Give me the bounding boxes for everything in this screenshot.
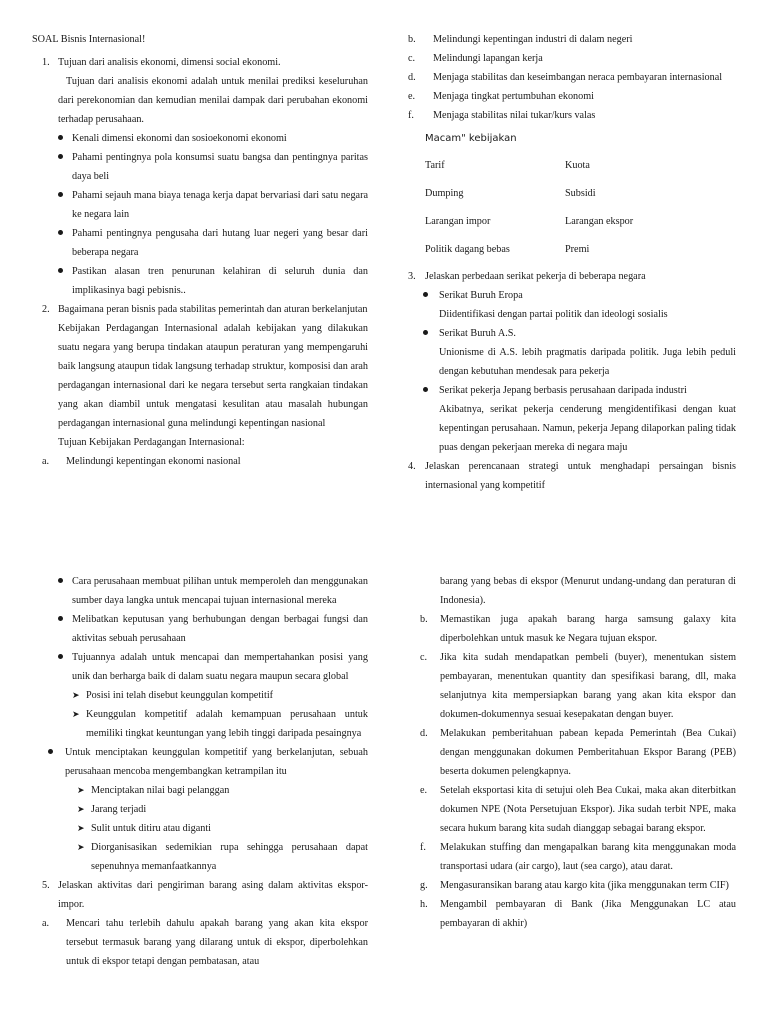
list-item: g. Mengasuransikan barang atau kargo kita (jika menggunakan term CIF) <box>420 880 729 891</box>
list-item: h. Mengambil pembayaran di Bank (Jika Menggunakan LC atau pembayaran di akhir) <box>420 899 736 929</box>
list-item: f. Menjaga stabilitas nilai tukar/kurs valas <box>408 110 596 121</box>
bullet-item: Pahami sejauh mana biaya tenaga kerja dapat bervariasi dari satu negara ke negara lain <box>32 186 368 224</box>
bullet-icon <box>58 129 63 148</box>
top-right-column <box>408 30 736 495</box>
question-2 <box>32 300 368 319</box>
policy-cell: Kuota <box>565 160 590 171</box>
bullet-item: Serikat Buruh A.S. <box>408 324 736 343</box>
arrow-bullet-icon: ➤ <box>77 804 85 814</box>
policy-cell: Larangan ekspor <box>565 216 634 227</box>
document-page-bottom <box>0 560 768 1024</box>
bullet-item: Pastikan alasan tren penurunan kelahiran di seluruh dunia dan implikasinya bagi pebisnis.. <box>32 262 368 300</box>
bullet-item: Pahami pentingnya pengusaha dari hutang luar negeri yang besar dari beberapa negara <box>32 224 368 262</box>
policy-cell: Tarif <box>425 160 445 171</box>
bullet-icon <box>58 262 63 281</box>
list-item: c. Jika kita sudah mendapatkan pembeli (buyer), menentukan sistem pembayaran, menentukan quantity dan spesifikasi barang, dll, maka selanjutnya kita mempersiapkan barang yang akan kita ekspor dan dokumen-dokumennya sesuai kesepakatan dengan buyer. <box>420 652 736 720</box>
question-text: Jelaskan aktivitas dari pengiriman barang asing dalam aktivitas ekspor-impor. <box>58 880 368 910</box>
policy-table <box>425 156 736 259</box>
union-desc: Unionisme di A.S. lebih pragmatis daripada politik. Juga lebih peduli dengan kebutuhan mendesak para pekerja <box>439 347 736 377</box>
question-5 <box>32 876 368 914</box>
bullet-icon <box>423 324 428 343</box>
question-number: 2. <box>42 304 50 315</box>
list-item: d. Menjaga stabilitas dan keseimbangan neraca pembayaran internasional <box>408 72 723 83</box>
bottom-right-column <box>420 572 736 933</box>
bullet-item: Tujuannya adalah untuk mencapai dan mempertahankan posisi yang unik dan berharga baik di dalam suatu negara maupun secara global <box>32 648 368 686</box>
bullet-item: Serikat Buruh Eropa <box>408 286 736 305</box>
arrow-item: ➤ Keunggulan kompetitif adalah kemampuan perusahaan untuk memiliki tingkat keuntungan yang lebih tinggi daripada pesaingnya <box>32 705 368 743</box>
list-item: e. Setelah eksportasi kita di setujui oleh Bea Cukai, maka akan diterbitkan dokumen NPE (Nota Persetujuan Ekspor). Jika sudah terbit NPE, maka secara hukum barang kita sudah dianggap sebagai barang ekspor. <box>420 785 736 834</box>
question-text: Bagaimana peran bisnis pada stabilitas pemerintah dan aturan berkelanjutan <box>58 304 368 315</box>
bullet-icon <box>58 224 63 243</box>
bullet-icon <box>58 648 63 667</box>
bullet-icon <box>58 148 63 167</box>
union-desc: Akibatnya, serikat pekerja cenderung mengidentifikasi dengan kuat kepentingan perusahaan. Namun, pekerja Jepang dilaporkan paling tidak puas dengan pekerjaan mereka di negara maju <box>439 404 736 453</box>
bullet-item: Melibatkan keputusan yang berhubungan dengan berbagai fungsi dan aktivitas sebuah perusahaan <box>32 610 368 648</box>
arrow-bullet-icon: ➤ <box>77 842 85 852</box>
bottom-left-column <box>32 572 368 971</box>
answer-1: Tujuan dari analisis ekonomi adalah untuk menilai prediksi keseluruhan dari perekonomian dan kemudian menilai dampak dari perubahan ekonomi terhadap perusahaan. <box>58 76 368 125</box>
bullet-item: Untuk menciptakan keunggulan kompetitif yang berkelanjutan, sebuah perusahaan mencoba mengembangkan ketrampilan itu <box>32 743 368 781</box>
question-text: Jelaskan perencanaan strategi untuk menghadapi persaingan bisnis internasional yang kompetitif <box>425 461 736 491</box>
arrow-bullet-icon: ➤ <box>77 823 85 833</box>
continuation-text: barang yang bebas di ekspor (Menurut undang-undang dan peraturan di Indonesia). <box>440 576 736 606</box>
answer-2: Kebijakan Perdagangan Internasional adalah kebijakan yang dilakukan suatu negara yang berupa tindakan ataupun peraturan yang mempengaruhi baik langsung ataupun tidak langsung terhadap struktur, komposisi dan arah perdagangan internasional dari ke negara tersebut serta rangkaian tindakan yang akan diambil untuk mengatasi kesulitan atau masalah hubungan perdagangan internasional guna melindungi kepentingan nasional <box>58 323 368 429</box>
policy-heading: Macam" kebijakan <box>425 133 517 144</box>
policy-cell: Subsidi <box>565 188 596 199</box>
list-item: a. Mencari tahu terlebih dahulu apakah barang yang akan kita ekspor tersebut termasuk barang yang dilarang untuk di ekspor, diperbolehkan untuk di ekspor tetapi dengan pembatasan, atau <box>32 914 368 971</box>
arrow-item: ➤ Menciptakan nilai bagi pelanggan <box>32 781 368 800</box>
list-item: e. Menjaga tingkat pertumbuhan ekonomi <box>408 91 594 102</box>
question-number: 1. <box>42 57 50 68</box>
list-item: b. Memastikan juga apakah barang harga samsung galaxy kita diperbolehkan untuk masuk ke Negara tujuan ekspor. <box>420 614 736 644</box>
policy-cell: Larangan impor <box>425 216 491 227</box>
question-text: Tujuan dari analisis ekonomi, dimensi social ekonomi. <box>58 57 281 68</box>
bullet-icon <box>423 286 428 305</box>
arrow-bullet-icon: ➤ <box>72 690 80 700</box>
document-title: SOAL Bisnis Internasional! <box>32 34 146 45</box>
arrow-bullet-icon: ➤ <box>77 785 85 795</box>
question-number: 5. <box>42 880 50 891</box>
arrow-item: ➤ Posisi ini telah disebut keunggulan kompetitif <box>32 686 368 705</box>
question-number: 4. <box>408 461 416 472</box>
list-item: f. Melakukan stuffing dan mengapalkan barang kita menggunakan moda transportasi udara (air cargo), laut (sea cargo), atau darat. <box>420 842 736 872</box>
question-text: Jelaskan perbedaan serikat pekerja di beberapa negara <box>425 271 646 282</box>
arrow-bullet-icon: ➤ <box>72 709 80 719</box>
arrow-item: ➤ Sulit untuk ditiru atau diganti <box>32 819 368 838</box>
union-desc: Diidentifikasi dengan partai politik dan ideologi sosialis <box>439 309 668 320</box>
arrow-item: ➤ Diorganisasikan sedemikian rupa sehingga perusahaan dapat sepenuhnya memanfaatkannya <box>32 838 368 876</box>
arrow-item: ➤ Jarang terjadi <box>32 800 368 819</box>
policy-cell: Politik dagang bebas <box>425 244 510 255</box>
question-1 <box>32 53 368 72</box>
bullet-item: Kenali dimensi ekonomi dan sosioekonomi ekonomi <box>32 129 368 148</box>
list-item: c. Melindungi lapangan kerja <box>408 53 543 64</box>
question-4 <box>408 457 736 495</box>
bullet-icon <box>423 381 428 400</box>
bullet-item: Serikat pekerja Jepang berbasis perusahaan daripada industri <box>408 381 736 400</box>
list-item: d. Melakukan pemberitahuan pabean kepada Pemerintah (Bea Cukai) dengan menggunakan dokumen Pemberitahuan Ekspor Barang (PEB) beserta dokumen pelengkapnya. <box>420 728 736 777</box>
list-marker: a. <box>42 918 50 929</box>
bullet-icon <box>58 572 63 591</box>
list-item: a. Melindungi kepentingan ekonomi nasional <box>32 452 368 471</box>
bullet-icon <box>58 610 63 629</box>
policy-cell: Premi <box>565 244 590 255</box>
tujuan-heading: Tujuan Kebijakan Perdagangan Internasional: <box>58 437 245 448</box>
bullet-item: Cara perusahaan membuat pilihan untuk memperoleh dan menggunakan sumber daya langka untuk mencapai tujuan internasional mereka <box>32 572 368 610</box>
question-number: 3. <box>408 271 416 282</box>
bullet-icon <box>58 186 63 205</box>
list-marker: a. <box>42 456 50 467</box>
top-left-column <box>32 30 368 471</box>
list-item: b. Melindungi kepentingan industri di dalam negeri <box>408 34 633 45</box>
question-3 <box>408 267 736 286</box>
bullet-item: Pahami pentingnya pola konsumsi suatu bangsa dan pentingnya paritas daya beli <box>32 148 368 186</box>
policy-cell: Dumping <box>425 188 464 199</box>
bullet-icon <box>48 743 53 762</box>
